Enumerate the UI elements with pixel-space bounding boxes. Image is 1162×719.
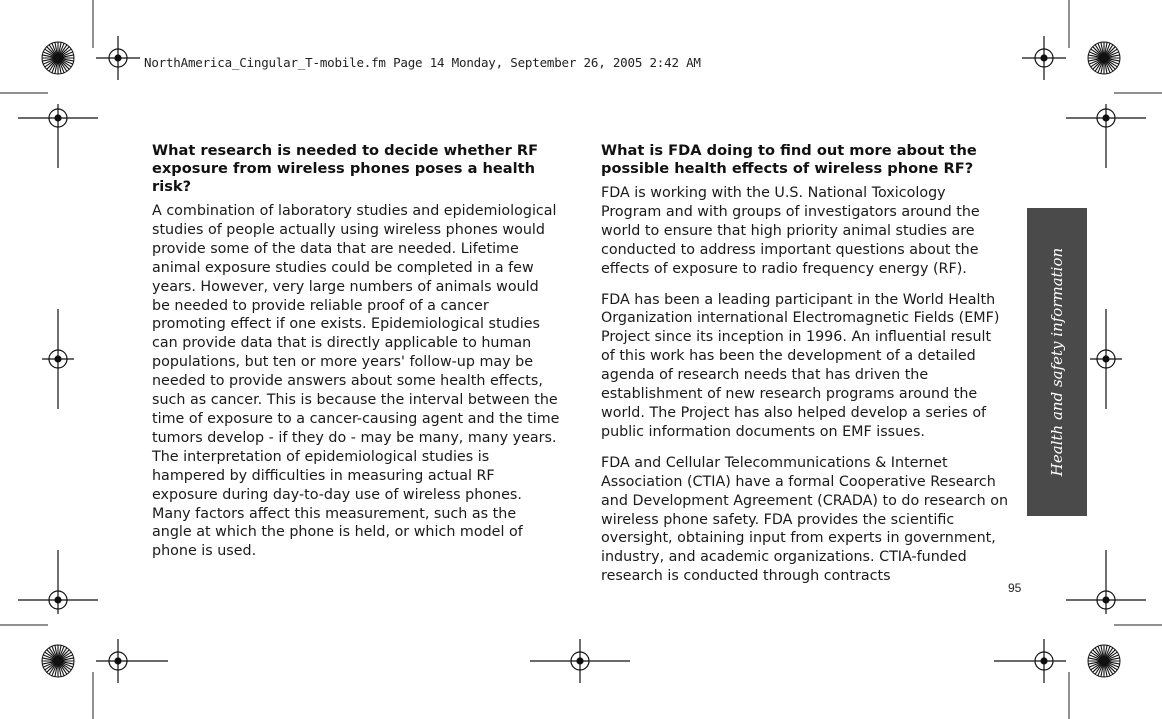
body-paragraph: A combination of laboratory studies and epidemiological studies of people actually using wireless phones would provide some of the data that are needed. Lifetime animal exposure studies could be completed in a few years. However, very large numbers of animals would be needed to provide reliable proof of a cancer promoting effect if one exists. Epidemiological studies can provide data that is directly applicable to human populations, but ten or more years' follow-up may be needed to provide answers about some health effects, such as cancer. This is because the interval between the time of exposure to a cancer-causing agent and the time tumors develop - if they do - may be many, many years. The interpretation of epidemiological studies is hampered by difficulties in measuring actual RF exposure during day-to-day use of wireless phones. Many factors affect this measurement, such as the angle at which the phone is held, or which model of phone is used.: [152, 203, 560, 560]
registration-crosshair-icon: [96, 36, 140, 80]
body-paragraph: FDA is working with the U.S. National Toxicology Program and with groups of investigators around the world to ensure that high priority animal studies are conducted to address important questions about the effects of exposure to radio frequency energy (RF).: [601, 185, 980, 277]
registration-crosshair-icon: [1090, 309, 1122, 409]
registration-crosshair-icon: [42, 309, 74, 409]
registration-starburst-icon: [1088, 42, 1120, 74]
body-paragraph: FDA and Cellular Telecommunications & Internet Association (CTIA) have a formal Cooperative Research and Development Agreement (CRADA) to do research on wireless phone safety. FDA provides the scientific oversight, obtaining input from experts in government, industry, and academic organizations. CTIA-funded research is conducted through contracts: [601, 454, 1008, 585]
right-column: [601, 142, 1009, 598]
registration-crosshair-icon: [1022, 36, 1066, 80]
registration-crosshair-icon: [18, 104, 98, 168]
registration-starburst-icon: [42, 645, 74, 677]
file-info-header: NorthAmerica_Cingular_T-mobile.fm Page 14 Monday, September 26, 2005 2:42 AM: [144, 55, 701, 70]
registration-crosshair-icon: [96, 639, 168, 683]
registration-crosshair-icon: [994, 639, 1066, 683]
registration-starburst-icon: [1088, 645, 1120, 677]
section-heading: What research is needed to decide whether RF exposure from wireless phones poses a health risk?: [152, 142, 539, 195]
body-paragraph: FDA has been a leading participant in the World Health Organization international Electromagnetic Fields (EMF) Project since its inception in 1996. An influential result of this work has been the development of a detailed agenda of research needs that has driven the establishment of new research programs around the world. The Project has also helped develop a series of public information documents on EMF issues.: [601, 291, 1000, 440]
registration-crosshair-icon: [1066, 550, 1146, 614]
page-number: 95: [1008, 581, 1022, 595]
left-column: [152, 142, 560, 573]
registration-crosshair-icon: [18, 550, 98, 614]
registration-crosshair-icon: [1066, 104, 1146, 168]
registration-starburst-icon: [42, 42, 74, 74]
registration-crosshair-icon: [530, 639, 630, 683]
chapter-tab-label: Health and safety information: [1048, 247, 1066, 477]
section-heading: What is FDA doing to find out more about the possible health effects of wireless phone RF?: [601, 142, 977, 177]
chapter-side-tab: [1027, 208, 1087, 516]
